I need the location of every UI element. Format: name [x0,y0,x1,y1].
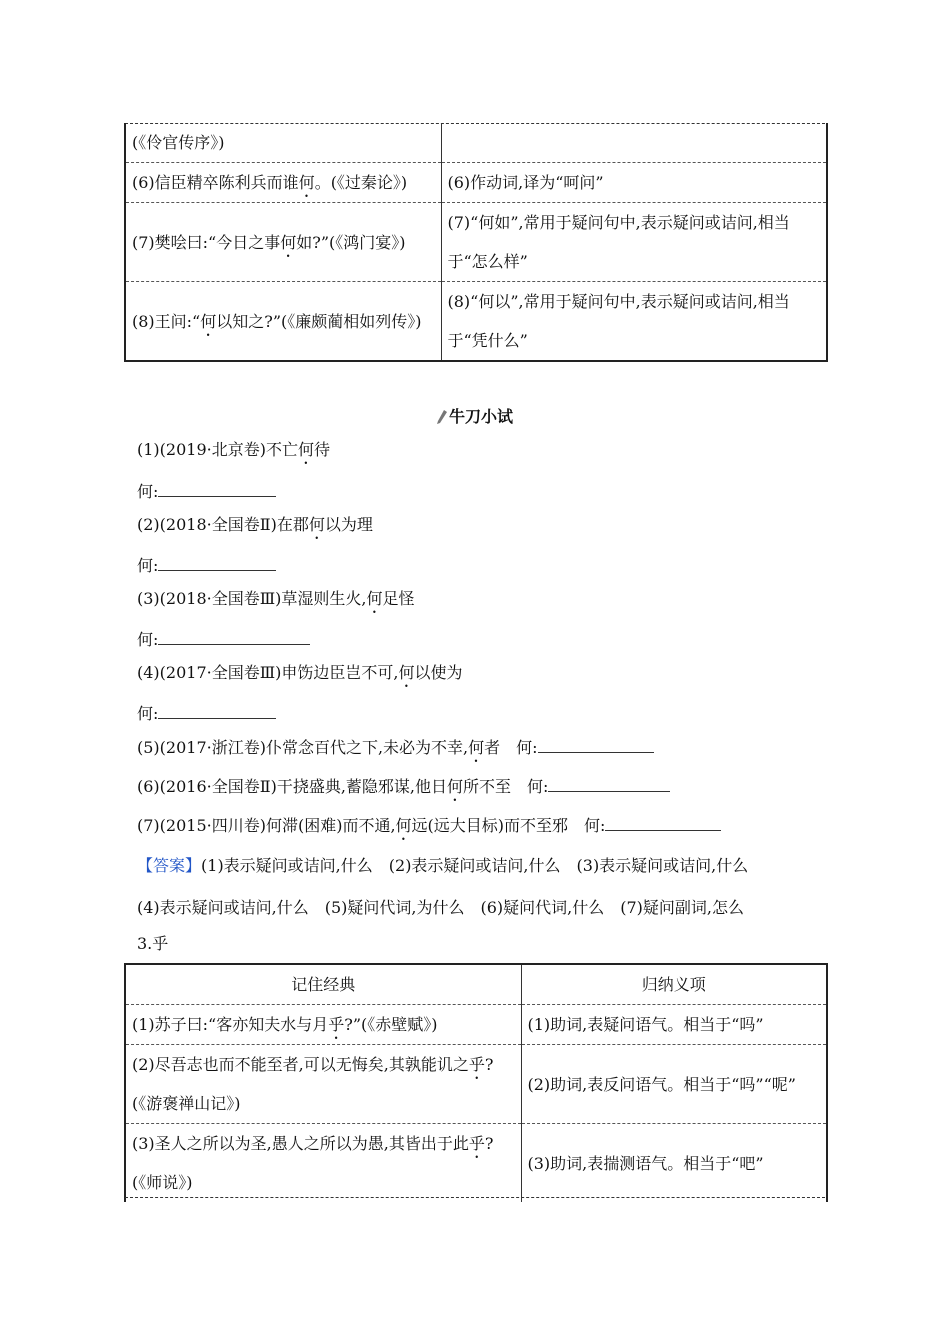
table1 [124,123,828,362]
exercise-item: (5)(2017·浙江卷)仆常念百代之下,未必为不幸,何者 何: [137,735,654,766]
answer-blank[interactable] [538,736,654,753]
table1-cell: (8)王问:“何以知之?”(《廉颇蔺相如列传》) [125,282,441,362]
table-row [125,1005,827,1045]
table2-cell: (2)助词,表反问语气。相当于“吗”“呢” [521,1045,827,1124]
table2-cell: (1)助词,表疑问语气。相当于“吗” [521,1005,827,1045]
table1-cell [441,123,827,163]
exercise-item: (3)(2018·全国卷Ⅲ)草湿则生火,何足怪 [137,589,415,608]
table2-cell: (3)圣人之所以为圣,愚人之所以为愚,其皆出于此乎?(《师说》) [125,1124,521,1203]
answer-line: 何: [137,479,276,502]
table2-header-cell: 归纳义项 [521,964,827,1005]
table2-bottom-dashed-border [125,1197,825,1198]
exercise-item: (2)(2018·全国卷Ⅱ)在郡何以为理 [137,515,373,534]
answer-line: 何: [137,701,276,724]
answer-blank[interactable] [548,775,670,792]
answer-line: 何: [137,553,276,576]
answer-blank[interactable] [158,480,276,497]
table1-cell: (《伶官传序》) [125,123,441,163]
section-3-title: 3.乎 [137,934,169,953]
exercise-item: (7)(2015·四川卷)何滞(困难)而不通,何远(远大目标)而不至邪 何: [137,813,721,844]
table-row [125,203,827,282]
table2-cell: (1)苏子曰:“客亦知夫水与月乎?”(《赤壁赋》) [125,1005,521,1045]
answer-blank[interactable] [605,814,721,831]
exercise-item: (4)(2017·全国卷Ⅲ)申饬边臣岂不可,何以使为 [137,663,463,682]
table2-cell: (3)助词,表揣测语气。相当于“吧” [521,1124,827,1203]
exercise-item: (1)(2019·北京卷)不亡何待 [137,440,330,459]
answer-line-1: 【答案】(1)表示疑问或诘问,什么 (2)表示疑问或诘问,什么 (3)表示疑问或诘问,什么 [137,856,749,875]
answer-blank[interactable] [158,628,310,645]
answer-line-2: (4)表示疑问或诘问,什么 (5)疑问代词,为什么 (6)疑问代词,什么 (7)疑问副词,怎么 [137,898,745,917]
answer-line: 何: [137,627,310,650]
table2 [124,963,828,1202]
answer-tag: 【答案】 [137,856,202,875]
table1-cell: (6)信臣精卒陈利兵而谁何。(《过秦论》) [125,163,441,203]
table1-cell: (8)“何以”,常用于疑问句中,表示疑问或诘问,相当于“凭什么” [441,282,827,362]
answer-blank[interactable] [158,702,276,719]
table-row [125,163,827,203]
table-row [125,282,827,362]
section-heading: 牛刀小试 [0,404,950,427]
table-row [125,1124,827,1203]
exercise-item: (6)(2016·全国卷Ⅱ)干挠盛典,蓄隐邪谋,他日何所不至 何: [137,774,670,805]
table1-cell: (7)樊哙曰:“今日之事何如?”(《鸿门宴》) [125,203,441,282]
pencil-icon [437,410,447,424]
table-header-row [125,964,827,1005]
table2-cell: (2)尽吾志也而不能至者,可以无悔矣,其孰能讥之乎?(《游褒禅山记》) [125,1045,521,1124]
table1-cell: (6)作动词,译为“呵问” [441,163,827,203]
table1-cell: (7)“何如”,常用于疑问句中,表示疑问或诘问,相当于“怎么样” [441,203,827,282]
table2-header-cell: 记住经典 [125,964,521,1005]
table-row [125,123,827,163]
table-row [125,1045,827,1124]
answer-blank[interactable] [158,554,276,571]
